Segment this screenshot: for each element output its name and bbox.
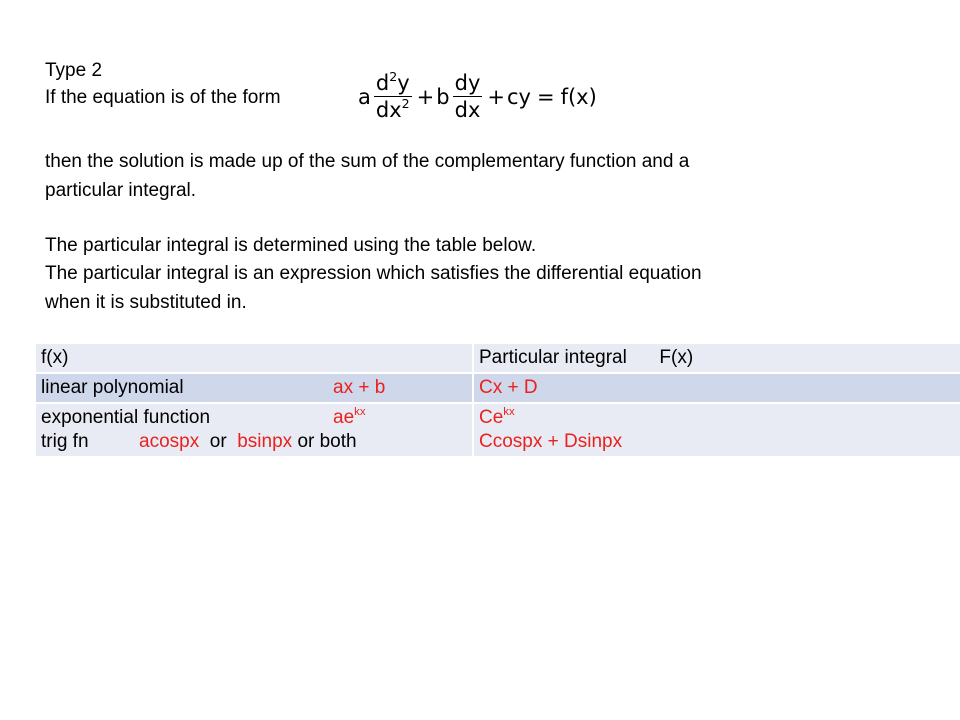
row2-trig-both: or both [297,431,357,452]
row2-exp-fx-base: ae [333,407,355,428]
eq-d-sup: 2 [389,69,398,85]
row2-trig-sin: bsinpx [237,431,293,452]
eq-d: d [375,71,390,95]
row2-exp-label: exponential function [41,407,211,428]
row2-trig-cos: acospx [139,431,200,452]
eq-coef-b: b [436,84,450,109]
eq-dx-first: dx [454,98,481,123]
intro-text: If the equation is of the form [45,87,281,108]
table-header-row [36,344,960,374]
header-particular-integral [474,344,960,374]
row2-exp-pi-base: Ce [479,407,504,428]
paragraph2-line3: when it is substituted in. [45,292,247,313]
table-row [36,404,960,458]
row1-fx-value: ax + b [333,377,386,398]
table-row [36,374,960,404]
header-pi-label: Particular integral [479,347,627,368]
eq-dx-sup: 2 [401,96,410,112]
paragraph2-line1: The particular integral is determined using the table below. [45,235,537,256]
eq-dy: dy [453,72,483,97]
paragraph1-line1: then the solution is made up of the sum of the complementary function and a [45,151,690,172]
eq-plus-1: + [416,84,435,109]
eq-second-derivative [374,69,412,123]
row1-label: linear polynomial [41,377,184,398]
row2-trig-label: trig fn [41,431,89,452]
row1-fx [36,374,474,404]
differential-equation [358,69,597,123]
paragraph1-line2: particular integral. [45,180,197,201]
eq-cy: cy [507,84,531,109]
eq-dx: dx [375,98,402,123]
header-pi-symbol: F(x) [659,347,694,368]
eq-first-derivative [453,72,483,121]
paragraph2-line2: The particular integral is an expression which satisfies the differential equation [45,263,702,284]
eq-equals: = [536,84,555,109]
eq-plus-2: + [487,84,505,109]
eq-y: y [397,71,410,95]
eq-coef-a: a [358,84,371,109]
particular-integral-table [36,344,960,458]
row2-exp-pi-sup: kx [503,406,515,419]
header-fx: f(x) [36,344,474,374]
row2-fx [36,404,474,458]
row2-trig-or: or [209,431,227,452]
row2-pi [474,404,960,458]
row2-trig-pi: Ccospx + Dsinpx [479,431,623,452]
heading: Type 2 [45,60,103,81]
eq-fx: f(x) [560,84,597,109]
row2-exp-fx-sup: kx [354,406,366,419]
row1-pi: Cx + D [474,374,960,404]
